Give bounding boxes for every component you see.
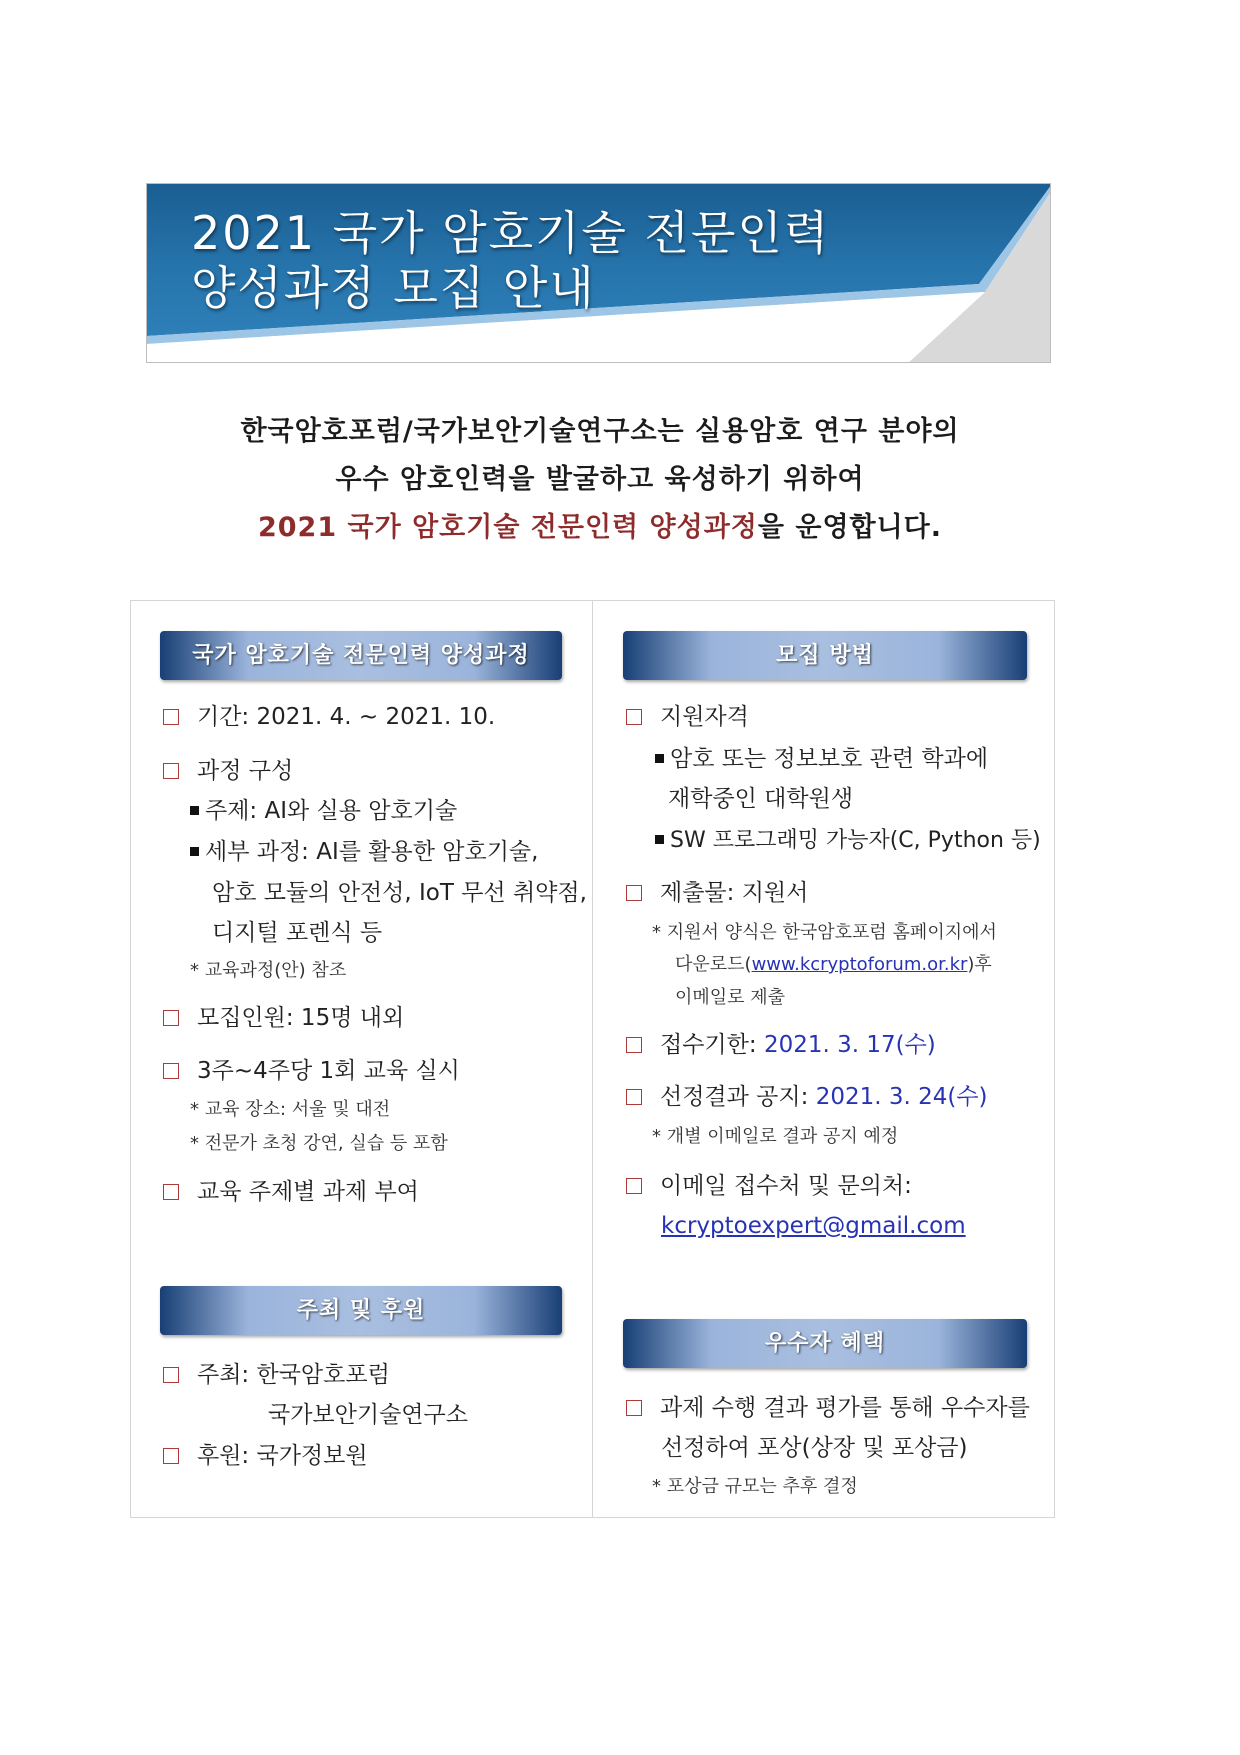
square-bullet-icon — [655, 835, 664, 844]
square-bullet-icon — [655, 754, 664, 763]
checkbox-icon — [163, 763, 179, 779]
checkbox-icon — [163, 1063, 179, 1079]
checkbox-icon — [626, 709, 642, 725]
checkbox-icon — [626, 885, 642, 901]
course-detail-line2: 암호 모듈의 안전성, IoT 무선 취약점, — [212, 880, 587, 906]
submission-note-line1: * 지원서 양식은 한국암호포럼 홈페이지에서 — [652, 922, 997, 943]
forum-website-link[interactable]: www.kcryptoforum.or.kr — [751, 954, 968, 975]
square-bullet-icon — [190, 806, 199, 815]
method-deadline: 접수기한: 2021. 3. 17(수) — [626, 1030, 936, 1060]
deadline-date: 2021. 3. 17(수) — [763, 1032, 936, 1058]
banner-title-line1: 2021 국가 암호기술 전문인력 — [191, 206, 831, 260]
benefit-note: * 포상금 규모는 추후 결정 — [652, 1476, 858, 1497]
title-banner — [146, 183, 1051, 363]
checkbox-icon — [626, 1089, 642, 1105]
benefit-header: 우수자 혜택 — [623, 1319, 1027, 1368]
course-topic: 주제: AI와 실용 암호기술 — [190, 796, 457, 826]
eligibility-item1-line2: 재학중인 대학원생 — [668, 786, 854, 812]
eligibility-item2: SW 프로그래밍 가능자(C, Python 등) — [655, 826, 1041, 856]
course-detail-note: * 교육과정(안) 참조 — [190, 960, 347, 981]
banner-title-line2: 양성과정 모집 안내 — [191, 261, 596, 315]
checkbox-icon — [163, 1367, 179, 1383]
intro-line1: 한국암호포럼/국가보안기술연구소는 실용암호 연구 분야의 — [240, 416, 960, 447]
method-header: 모집 방법 — [623, 631, 1027, 680]
course-assignment: 교육 주제별 과제 부여 — [163, 1177, 419, 1207]
intro-highlight: 2021 국가 암호기술 전문인력 양성과정 — [257, 512, 758, 543]
checkbox-icon — [163, 1010, 179, 1026]
checkbox-icon — [626, 1178, 642, 1194]
course-frequency: 3주~4주당 1회 교육 실시 — [163, 1056, 460, 1086]
course-detail-line3: 디지털 포렌식 등 — [212, 920, 383, 946]
sponsor-host: 주최: 한국암호포럼 — [163, 1360, 390, 1390]
course-header: 국가 암호기술 전문인력 양성과정 — [160, 631, 562, 680]
intro-line3-rest: 을 운영합니다. — [757, 512, 943, 543]
checkbox-icon — [163, 709, 179, 725]
result-date: 2021. 3. 24(수) — [815, 1084, 988, 1110]
course-detail-line1: 세부 과정: AI를 활용한 암호기술, — [190, 837, 538, 867]
frequency-note2: * 전문가 초청 강연, 실습 등 포함 — [190, 1133, 448, 1154]
sponsor-host2: 국가보안기술연구소 — [268, 1402, 468, 1428]
submission-note-line3: 이메일로 제출 — [675, 987, 786, 1008]
method-eligibility: 지원자격 — [626, 702, 749, 732]
benefit-line2: 선정하여 포상(상장 및 포상금) — [661, 1435, 968, 1461]
frequency-note1: * 교육 장소: 서울 및 대전 — [190, 1099, 391, 1120]
submission-note-line2: 다운로드(www.kcryptoforum.or.kr)후 — [675, 954, 992, 975]
checkbox-icon — [163, 1448, 179, 1464]
checkbox-icon — [626, 1400, 642, 1416]
method-submission: 제출물: 지원서 — [626, 878, 808, 908]
eligibility-item1-line1: 암호 또는 정보보호 관련 학과에 — [655, 744, 988, 774]
benefit-line1: 과제 수행 결과 평가를 통해 우수자를 — [626, 1393, 1030, 1423]
sponsor-header: 주최 및 후원 — [160, 1286, 562, 1335]
checkbox-icon — [626, 1037, 642, 1053]
intro-line2: 우수 암호인력을 발굴하고 육성하기 위하여 — [335, 464, 865, 495]
course-recruits: 모집인원: 15명 내외 — [163, 1003, 404, 1033]
contact-email-link[interactable]: kcryptoexpert@gmail.com — [661, 1213, 966, 1239]
course-period: 기간: 2021. 4. ~ 2021. 10. — [163, 702, 495, 732]
column-divider — [592, 600, 593, 1518]
checkbox-icon — [163, 1184, 179, 1200]
banner-title — [191, 206, 830, 316]
method-contact: 이메일 접수처 및 문의처: — [626, 1171, 912, 1201]
sponsor-support: 후원: 국가정보원 — [163, 1441, 368, 1471]
course-composition: 과정 구성 — [163, 756, 293, 786]
intro-line3 — [130, 504, 1070, 552]
method-result: 선정결과 공지: 2021. 3. 24(수) — [626, 1082, 988, 1112]
result-note: * 개별 이메일로 결과 공지 예정 — [652, 1126, 899, 1147]
intro-text — [130, 408, 1070, 552]
square-bullet-icon — [190, 847, 199, 856]
